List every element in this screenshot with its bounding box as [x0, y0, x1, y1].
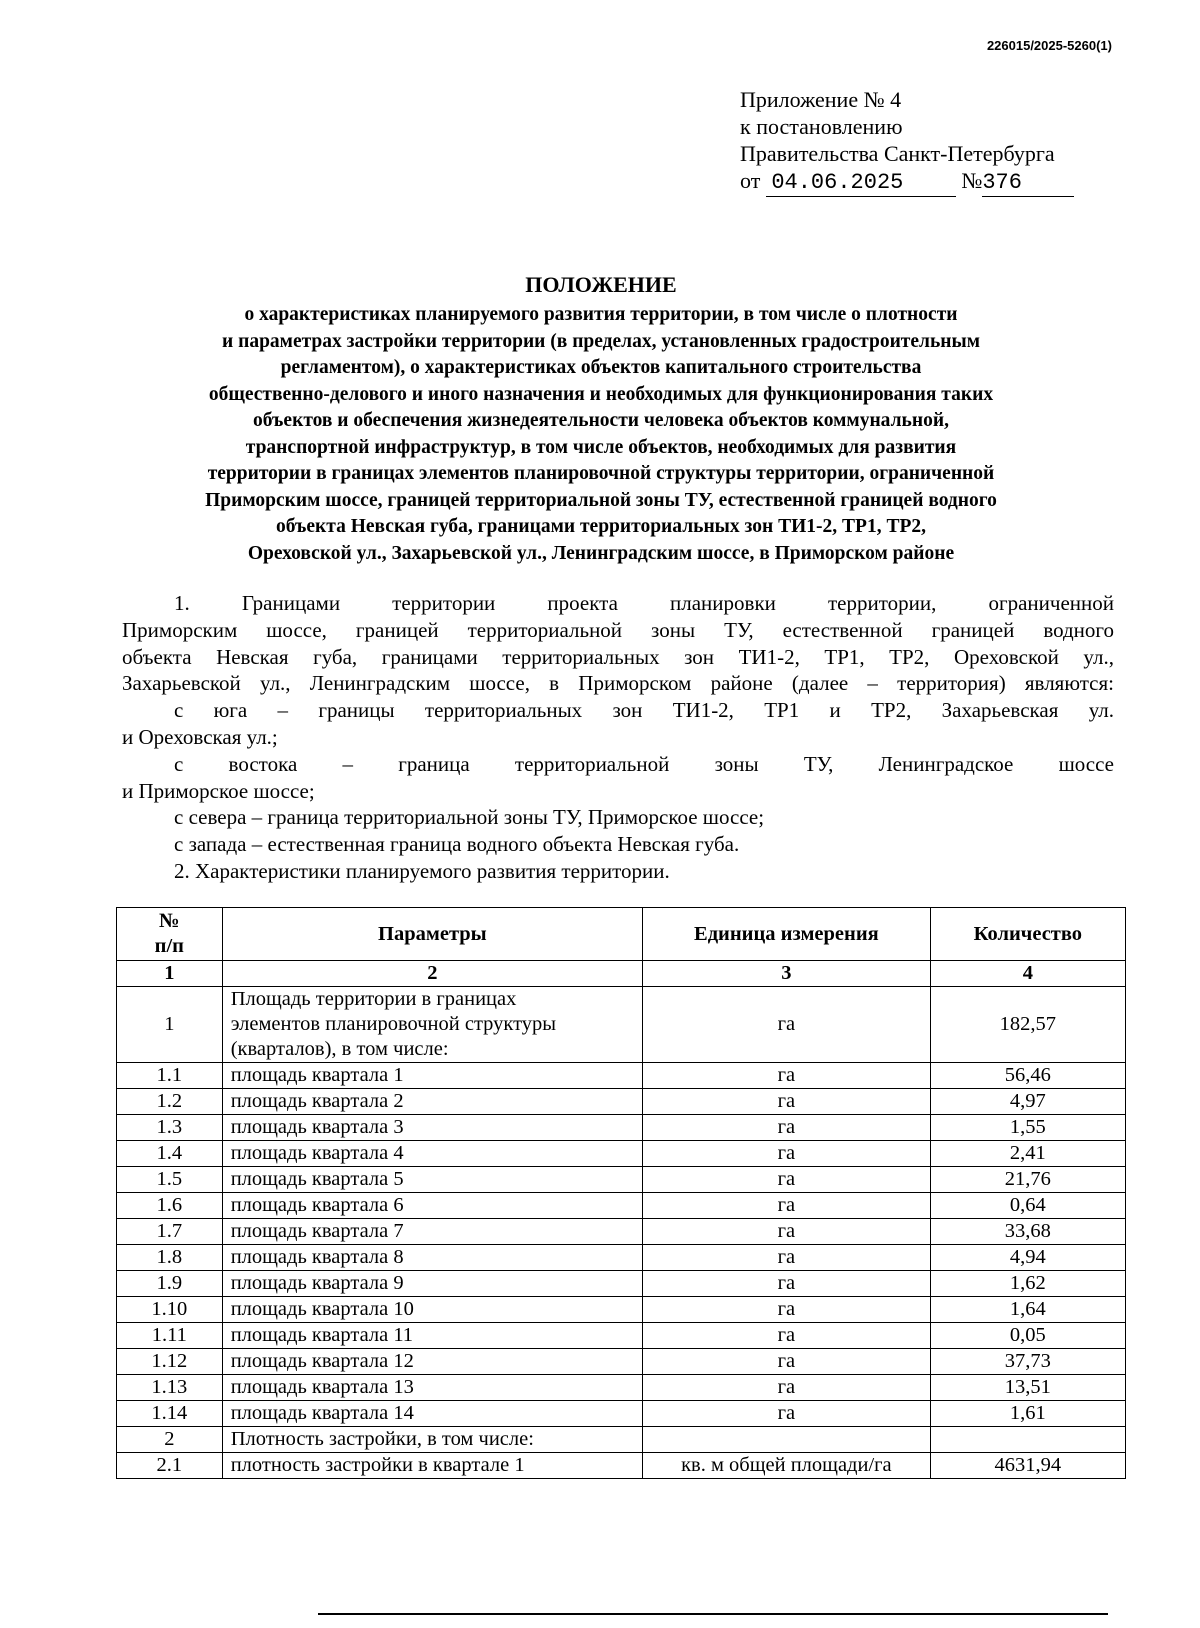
- table-row: [117, 1401, 1126, 1427]
- header-param: Параметры: [222, 908, 642, 961]
- table-body: [117, 1063, 1126, 1479]
- row-param: площадь квартала 11: [222, 1323, 642, 1349]
- row-num: 1.5: [117, 1167, 223, 1193]
- document-subtitle: [118, 302, 1084, 567]
- row-param-line: элементов планировочной структуры: [230, 1013, 557, 1035]
- paragraph-1-line: Приморским шоссе, границей территориальной зоны ТУ, естественной границей водного: [122, 617, 1114, 642]
- row-unit: га: [643, 1349, 931, 1375]
- number-value: 376: [982, 170, 1022, 195]
- colnum-cell: 2: [222, 961, 642, 987]
- row-param: [222, 987, 642, 1063]
- row-param: площадь квартала 2: [222, 1089, 642, 1115]
- row-num: 1.11: [117, 1323, 223, 1349]
- row-param: площадь квартала 5: [222, 1167, 642, 1193]
- table-row: [117, 1115, 1126, 1141]
- appendix-header: [740, 86, 1074, 197]
- appendix-date-line: [740, 167, 1074, 197]
- row-param: площадь квартала 8: [222, 1245, 642, 1271]
- body-text: [122, 590, 1114, 885]
- row-param: площадь квартала 13: [222, 1375, 642, 1401]
- table-row: [117, 1219, 1126, 1245]
- table-row: [117, 1375, 1126, 1401]
- table-row: [117, 1427, 1126, 1453]
- row-unit: га: [643, 1375, 931, 1401]
- from-label: от: [740, 168, 761, 193]
- date-field: [766, 167, 956, 197]
- row-qty: 21,76: [930, 1167, 1125, 1193]
- row-num: 1: [117, 987, 223, 1063]
- row-unit: га: [643, 1193, 931, 1219]
- paragraph-1-line: объекта Невская губа, границами территориальных зон ТИ1-2, ТР1, ТР2, Ореховской ул.,: [122, 644, 1114, 669]
- row-num: 1.8: [117, 1245, 223, 1271]
- header-unit: Единица измерения: [643, 908, 931, 961]
- row-num: 1.7: [117, 1219, 223, 1245]
- table-row: [117, 1453, 1126, 1479]
- row-num: 1.13: [117, 1375, 223, 1401]
- table-row: [117, 987, 1126, 1063]
- boundary-south: с юга – границы территориальных зон ТИ1-2, ТР1 и ТР2, Захарьевская ул.: [174, 698, 1114, 723]
- row-qty: 4,97: [930, 1089, 1125, 1115]
- column-number-row: [117, 961, 1126, 987]
- subtitle-line: транспортной инфраструктур, в том числе объектов, необходимых для развития: [245, 436, 957, 458]
- row-num: 1.14: [117, 1401, 223, 1427]
- boundary-east-cont: и Приморское шоссе;: [122, 778, 315, 803]
- row-qty: 0,05: [930, 1323, 1125, 1349]
- row-num: 2: [117, 1427, 223, 1453]
- paragraph-1-line: Захарьевской ул., Ленинградским шоссе, в Приморском районе (далее – территория) являются:: [122, 671, 1114, 696]
- table-header-row: [117, 908, 1126, 961]
- number-label: №: [961, 168, 983, 193]
- appendix-line-3: Правительства Санкт-Петербурга: [740, 141, 1055, 166]
- row-num: 1.3: [117, 1115, 223, 1141]
- subtitle-line: регламентом), о характеристиках объектов капитального строительства: [280, 357, 922, 378]
- colnum-cell: 1: [117, 961, 223, 987]
- row-unit: га: [643, 1245, 931, 1271]
- row-param: площадь квартала 3: [222, 1115, 642, 1141]
- table-row: [117, 1245, 1126, 1271]
- row-param: площадь квартала 4: [222, 1141, 642, 1167]
- row-unit: га: [643, 1141, 931, 1167]
- row-unit: га: [643, 1167, 931, 1193]
- header-qty: Количество: [930, 908, 1125, 961]
- row-unit: га: [643, 1323, 931, 1349]
- parameters-table: [116, 907, 1126, 1479]
- row-qty: 1,55: [930, 1115, 1125, 1141]
- row-unit: кв. м общей площади/га: [643, 1453, 931, 1479]
- number-field: [982, 167, 1074, 197]
- paragraph-1-line: 1. Границами территории проекта планировки территории, ограниченной: [174, 591, 1114, 615]
- table-row: [117, 1089, 1126, 1115]
- header-num-line: №: [159, 910, 180, 932]
- appendix-line-2: к постановлению: [740, 114, 903, 139]
- row-qty: 182,57: [930, 987, 1125, 1063]
- table-row: [117, 1349, 1126, 1375]
- table-row: [117, 1297, 1126, 1323]
- row-qty: 4631,94: [930, 1453, 1125, 1479]
- subtitle-line: общественно-делового и иного назначения и необходимых для функционирования таких: [208, 383, 994, 405]
- row-unit: га: [643, 1271, 931, 1297]
- table-row: [117, 1063, 1126, 1089]
- paragraph-2: 2. Характеристики планируемого развития территории.: [174, 858, 670, 883]
- colnum-cell: 4: [930, 961, 1125, 987]
- row-qty: 1,61: [930, 1401, 1125, 1427]
- row-unit: [643, 1427, 931, 1453]
- boundary-east: с востока – граница территориальной зоны ТУ, Ленинградское шоссе: [174, 751, 1114, 776]
- row-qty: 1,62: [930, 1271, 1125, 1297]
- row-unit: га: [643, 987, 931, 1063]
- row-num: 1.12: [117, 1349, 223, 1375]
- header-num-line: п/п: [154, 935, 184, 957]
- row-unit: га: [643, 1219, 931, 1245]
- row-qty: 56,46: [930, 1063, 1125, 1089]
- row-num: 2.1: [117, 1453, 223, 1479]
- row-qty: 1,64: [930, 1297, 1125, 1323]
- table-row: [117, 1167, 1126, 1193]
- row-param: площадь квартала 1: [222, 1063, 642, 1089]
- subtitle-line: территории в границах элементов планировочной структуры территории, ограниченной: [207, 463, 995, 484]
- row-param: площадь квартала 12: [222, 1349, 642, 1375]
- row-num: 1.6: [117, 1193, 223, 1219]
- document-title: ПОЛОЖЕНИЕ: [525, 272, 677, 297]
- row-qty: 13,51: [930, 1375, 1125, 1401]
- table-row: [117, 1271, 1126, 1297]
- row-qty: 33,68: [930, 1219, 1125, 1245]
- table-row: [117, 1323, 1126, 1349]
- row-num: 1.9: [117, 1271, 223, 1297]
- row-param-line: (кварталов), в том числе:: [230, 1038, 449, 1060]
- row-param: площадь квартала 10: [222, 1297, 642, 1323]
- header-num: [117, 908, 223, 961]
- boundary-south-cont: и Ореховская ул.;: [122, 724, 278, 749]
- row-param: площадь квартала 6: [222, 1193, 642, 1219]
- row-qty: 37,73: [930, 1349, 1125, 1375]
- subtitle-line: Приморским шоссе, границей территориальной зоны ТУ, естественной границей водного: [205, 489, 997, 511]
- row-num: 1.2: [117, 1089, 223, 1115]
- row-num: 1.10: [117, 1297, 223, 1323]
- colnum-cell: 3: [643, 961, 931, 987]
- row-param: площадь квартала 7: [222, 1219, 642, 1245]
- row-unit: га: [643, 1401, 931, 1427]
- subtitle-line: объекта Невская губа, границами территориальных зон ТИ1-2, ТР1, ТР2,: [275, 516, 926, 537]
- row-qty: 0,64: [930, 1193, 1125, 1219]
- subtitle-line: объектов и обеспечения жизнедеятельности человека объектов коммунальной,: [253, 410, 949, 431]
- boundary-north: с севера – граница территориальной зоны ТУ, Приморское шоссе;: [174, 805, 765, 830]
- page-bottom-rule: [318, 1613, 1108, 1615]
- row-num: 1.1: [117, 1063, 223, 1089]
- date-value: 04.06.2025: [771, 170, 904, 195]
- table-row: [117, 1141, 1126, 1167]
- appendix-line-1: Приложение № 4: [740, 87, 902, 112]
- row-param: плотность застройки в квартале 1: [222, 1453, 642, 1479]
- subtitle-line: и параметрах застройки территории (в пределах, установленных градостроительным: [221, 330, 981, 352]
- row-qty: 2,41: [930, 1141, 1125, 1167]
- title-block: [118, 270, 1084, 567]
- subtitle-line: о характеристиках планируемого развития территории, в том числе о плотности: [244, 304, 958, 325]
- row-qty: 4,94: [930, 1245, 1125, 1271]
- document-id: 226015/2025-5260(1): [986, 38, 1112, 53]
- table-row: [117, 1193, 1126, 1219]
- row-qty: [930, 1427, 1125, 1453]
- row-param-line: Площадь территории в границах: [230, 988, 517, 1010]
- row-unit: га: [643, 1063, 931, 1089]
- row-unit: га: [643, 1297, 931, 1323]
- row-param: Плотность застройки, в том числе:: [222, 1427, 642, 1453]
- row-unit: га: [643, 1115, 931, 1141]
- row-param: площадь квартала 14: [222, 1401, 642, 1427]
- subtitle-line: Ореховской ул., Захарьевской ул., Ленинградским шоссе, в Приморском районе: [247, 542, 955, 564]
- row-unit: га: [643, 1089, 931, 1115]
- boundary-west: с запада – естественная граница водного объекта Невская губа.: [174, 832, 740, 857]
- row-param: площадь квартала 9: [222, 1271, 642, 1297]
- row-num: 1.4: [117, 1141, 223, 1167]
